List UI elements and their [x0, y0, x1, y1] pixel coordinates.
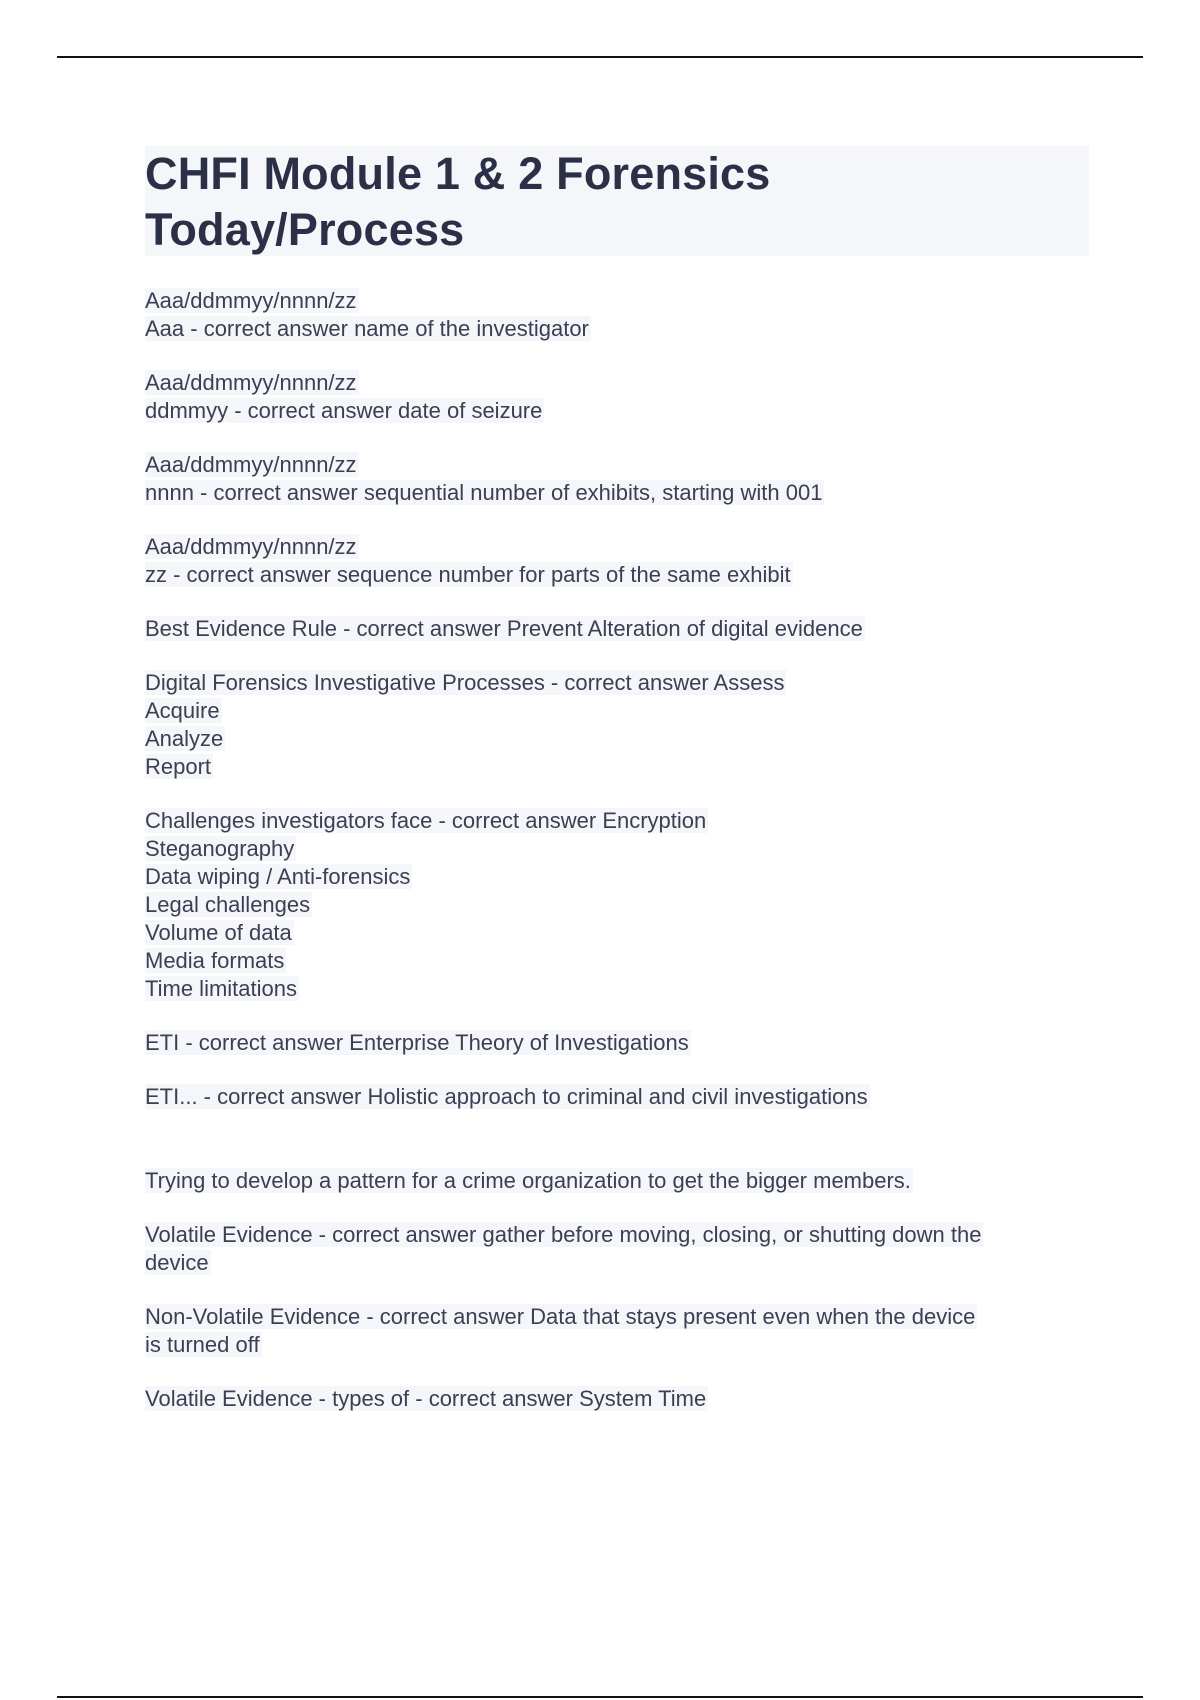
flashcard-text: Aaa/ddmmyy/nnnn/zz — [145, 370, 357, 395]
flashcard-text: Steganography — [145, 836, 295, 861]
flashcard-line — [145, 1221, 1089, 1249]
flashcard-line — [145, 479, 1089, 507]
flashcard-item — [145, 1083, 1089, 1111]
flashcard-line — [145, 947, 1089, 975]
flashcard-list — [145, 287, 1089, 1413]
flashcard-item — [145, 287, 1089, 343]
flashcard-item — [145, 1221, 1089, 1277]
flashcard-line — [145, 891, 1089, 919]
flashcard-line — [145, 975, 1089, 1003]
flashcard-item — [145, 615, 1089, 643]
flashcard-text: Non-Volatile Evidence - correct answer Data that stays present even when the device — [145, 1304, 976, 1329]
flashcard-line — [145, 1167, 1089, 1195]
flashcard-line — [145, 451, 1089, 479]
flashcard-text: Data wiping / Anti-forensics — [145, 864, 411, 889]
flashcard-line — [145, 561, 1089, 589]
flashcard-text: nnnn - correct answer sequential number of exhibits, starting with 001 — [145, 480, 823, 505]
flashcard-text: Acquire — [145, 698, 220, 723]
flashcard-text: Aaa/ddmmyy/nnnn/zz — [145, 452, 357, 477]
flashcard-text: Best Evidence Rule - correct answer Prevent Alteration of digital evidence — [145, 616, 863, 641]
flashcard-text: ddmmyy - correct answer date of seizure — [145, 398, 543, 423]
flashcard-text: Aaa - correct answer name of the investigator — [145, 316, 589, 341]
flashcard-line — [145, 615, 1089, 643]
flashcard-line — [145, 863, 1089, 891]
bottom-rule — [57, 1696, 1143, 1698]
flashcard-line — [145, 807, 1089, 835]
flashcard-line — [145, 369, 1089, 397]
flashcard-line — [145, 287, 1089, 315]
flashcard-item — [145, 807, 1089, 1003]
flashcard-item — [145, 451, 1089, 507]
flashcard-item — [145, 369, 1089, 425]
flashcard-text: ETI... - correct answer Holistic approach to criminal and civil investigations — [145, 1084, 868, 1109]
flashcard-item — [145, 669, 1089, 781]
flashcard-line — [145, 725, 1089, 753]
flashcard-text: device — [145, 1250, 209, 1275]
flashcard-line — [145, 1331, 1089, 1359]
flashcard-line — [145, 533, 1089, 561]
flashcard-text: Media formats — [145, 948, 285, 973]
flashcard-text: Challenges investigators face - correct answer Encryption — [145, 808, 707, 833]
flashcard-line — [145, 1303, 1089, 1331]
flashcard-line — [145, 1029, 1089, 1057]
document-title — [145, 146, 1089, 258]
spacer — [145, 1137, 1089, 1167]
flashcard-line — [145, 835, 1089, 863]
flashcard-line — [145, 753, 1089, 781]
flashcard-line — [145, 669, 1089, 697]
flashcard-line — [145, 1249, 1089, 1277]
flashcard-line — [145, 919, 1089, 947]
flashcard-item — [145, 533, 1089, 589]
flashcard-text: Volatile Evidence - correct answer gather before moving, closing, or shutting down the — [145, 1222, 982, 1247]
flashcard-text: Digital Forensics Investigative Processes - correct answer Assess — [145, 670, 785, 695]
flashcard-text: Trying to develop a pattern for a crime organization to get the bigger members. — [145, 1168, 911, 1193]
flashcard-text: Volatile Evidence - types of - correct answer System Time — [145, 1386, 707, 1411]
flashcard-text: is turned off — [145, 1332, 260, 1357]
flashcard-line — [145, 1083, 1089, 1111]
title-box — [145, 146, 1089, 256]
flashcard-text: Volume of data — [145, 920, 292, 945]
flashcard-line — [145, 1385, 1089, 1413]
flashcard-item — [145, 1303, 1089, 1359]
flashcard-text: ETI - correct answer Enterprise Theory of Investigations — [145, 1030, 689, 1055]
flashcard-text: Time limitations — [145, 976, 297, 1001]
title-line-1: CHFI Module 1 & 2 Forensics — [145, 148, 771, 199]
flashcard-line — [145, 397, 1089, 425]
flashcard-item — [145, 1385, 1089, 1413]
flashcard-text: zz - correct answer sequence number for parts of the same exhibit — [145, 562, 791, 587]
flashcard-text: Aaa/ddmmyy/nnnn/zz — [145, 534, 357, 559]
top-rule — [57, 56, 1143, 58]
document-content — [145, 146, 1089, 1439]
flashcard-line — [145, 697, 1089, 725]
flashcard-text: Aaa/ddmmyy/nnnn/zz — [145, 288, 357, 313]
flashcard-text: Analyze — [145, 726, 224, 751]
flashcard-item — [145, 1029, 1089, 1057]
flashcard-text: Report — [145, 754, 212, 779]
title-line-2: Today/Process — [145, 204, 465, 255]
flashcard-text: Legal challenges — [145, 892, 311, 917]
flashcard-item — [145, 1167, 1089, 1195]
flashcard-line — [145, 315, 1089, 343]
